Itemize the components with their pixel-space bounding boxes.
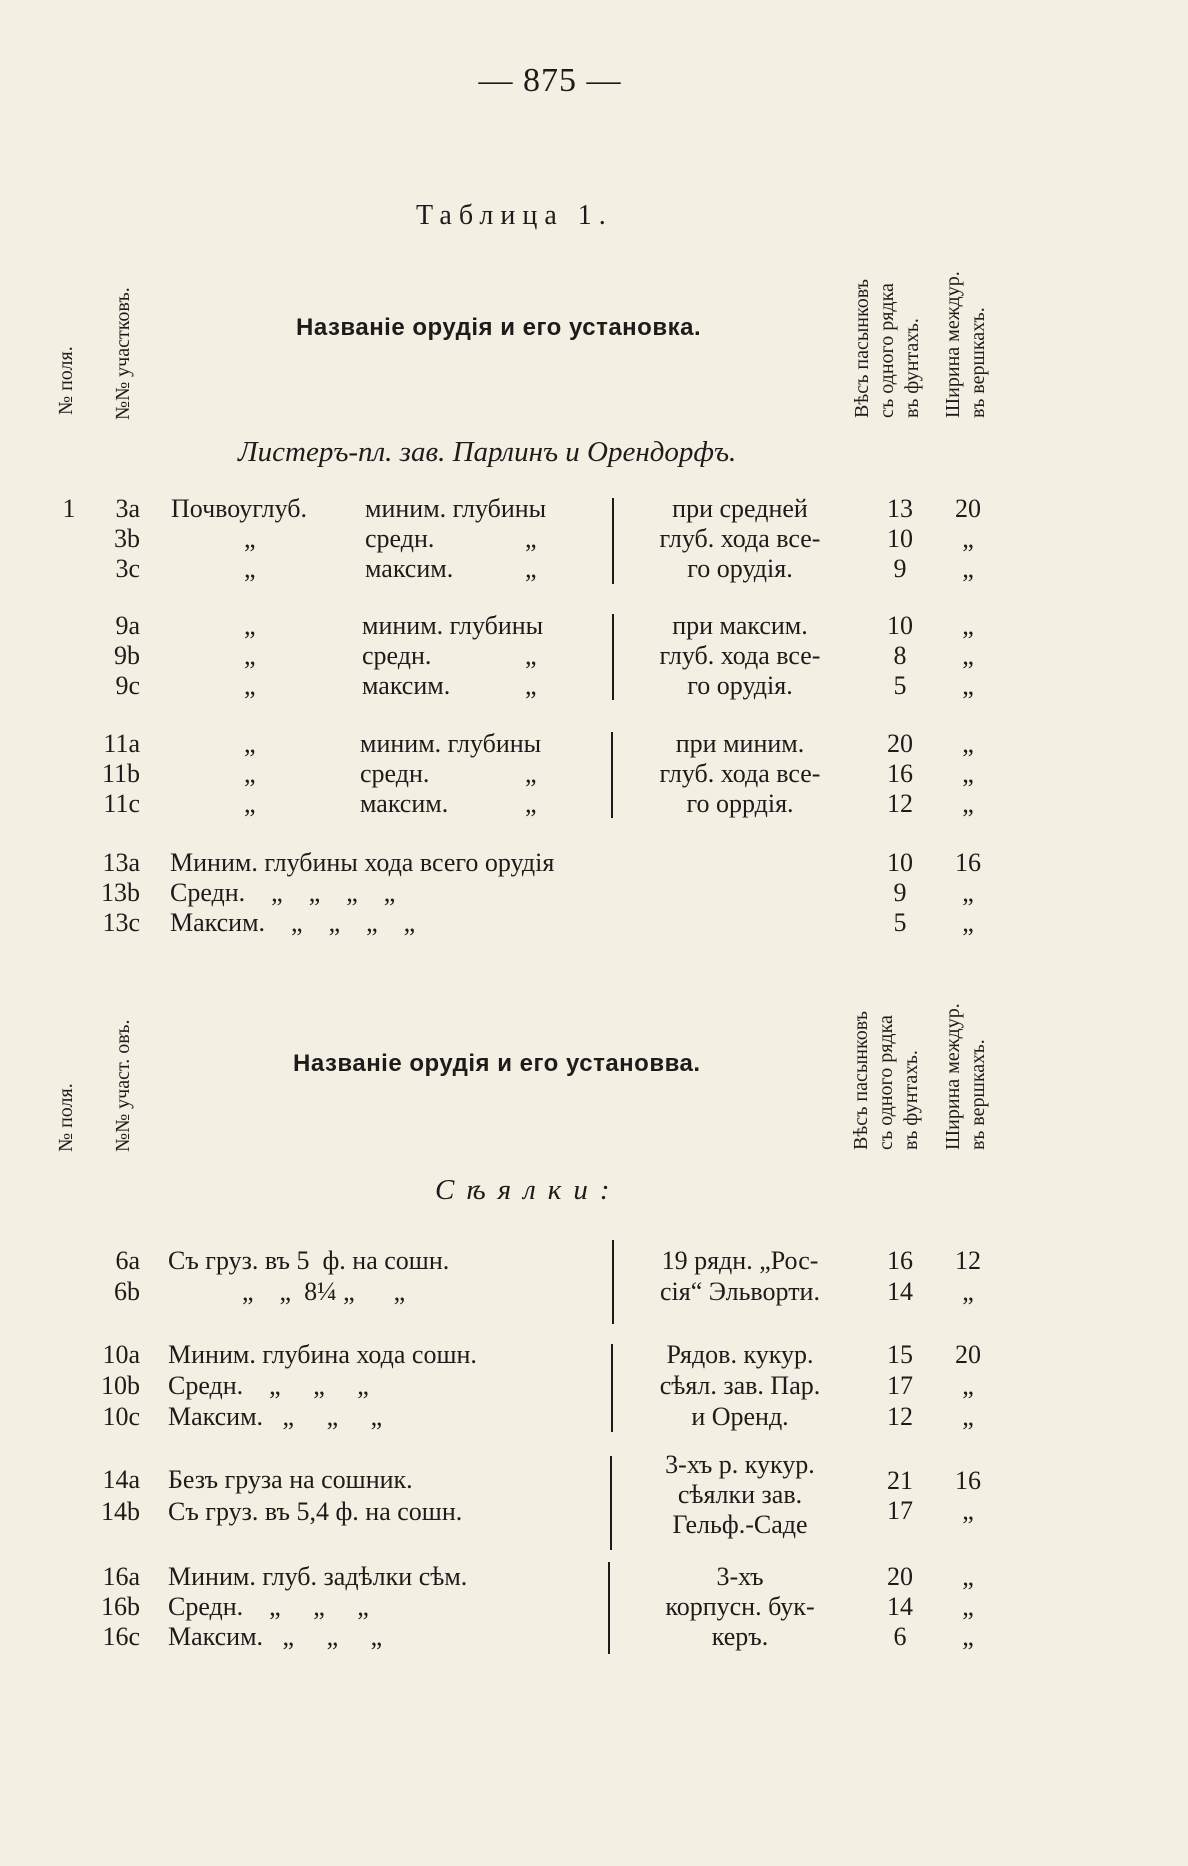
plot-no: 11b — [101, 759, 140, 788]
bracket-line — [611, 1344, 613, 1432]
weight-value: 9 — [893, 878, 907, 907]
tool-name: Средн. „ „ „ — [168, 1592, 369, 1621]
ditto-mark: „ — [244, 611, 256, 640]
header-weight-1: Вѣсъ пасынковъ — [851, 278, 873, 418]
header-weight-2: съ одного рядка — [875, 1015, 897, 1150]
plot-no: 9c — [115, 671, 140, 700]
weight-value: 6 — [893, 1622, 907, 1651]
plot-no: 3c — [115, 554, 140, 583]
page-number: — 875 — — [478, 62, 622, 99]
spacing-value: „ — [962, 1371, 974, 1400]
header-tool-name: Названіе орудія и его установка. — [296, 314, 702, 341]
weight-value: 8 — [893, 641, 907, 670]
tool-name: Миним. глубины хода всего орудія — [170, 848, 555, 877]
tool-name: Максим. „ „ „ — [168, 1622, 383, 1651]
plot-no: 10b — [101, 1371, 140, 1400]
seeder-note: сія“ Эльворти. — [660, 1277, 820, 1306]
tool-name: Средн. „ „ „ — [168, 1371, 369, 1400]
tool-name: Съ груз. въ 5 ф. на сошн. — [168, 1246, 450, 1275]
plot-no: 13b — [101, 878, 140, 907]
header-weight-3: въ фунтахъ. — [900, 1050, 922, 1150]
seeder-note: 3-хъ р. кукур. — [665, 1450, 815, 1479]
weight-value: 12 — [887, 1402, 913, 1431]
header-weight-3: въ фунтахъ. — [901, 318, 923, 418]
seeder-note: Рядов. кукур. — [666, 1340, 814, 1369]
spacing-value: „ — [962, 759, 974, 788]
ditto-mark: „ — [525, 759, 537, 788]
spacing-value: „ — [962, 1277, 974, 1306]
seeder-note: корпусн. бук- — [665, 1592, 815, 1621]
seeder-note: 3-хъ — [716, 1562, 764, 1591]
header-tool-name: Названіе орудія и его установва. — [293, 1050, 701, 1077]
ditto-mark: „ — [525, 641, 537, 670]
tool-name: Средн. „ „ „ „ — [170, 878, 396, 907]
tool-setting: максим. — [360, 789, 449, 818]
spacing-value: „ — [962, 1496, 974, 1525]
spacing-value: 20 — [955, 494, 981, 523]
plot-no: 9a — [115, 611, 140, 640]
weight-value: 16 — [887, 759, 913, 788]
tool-setting: средн. — [360, 759, 430, 788]
tool-setting: миним. глубины — [360, 729, 542, 758]
depth-note: глуб. хода все- — [659, 524, 821, 553]
bracket-line — [612, 498, 614, 584]
spacing-value: 16 — [955, 848, 981, 877]
spacing-value: 20 — [955, 1340, 981, 1369]
header-weight-2: съ одного рядка — [876, 283, 898, 418]
plot-no: 16a — [102, 1562, 140, 1591]
weight-value: 12 — [887, 789, 913, 818]
spacing-value: „ — [962, 729, 974, 758]
ditto-mark: „ — [525, 789, 537, 818]
tool-name: Миним. глуб. задѣлки сѣм. — [168, 1562, 468, 1591]
depth-note: го орудія. — [687, 671, 793, 700]
weight-value: 17 — [887, 1496, 913, 1525]
spacing-value: 16 — [955, 1466, 981, 1495]
depth-note: при миним. — [675, 729, 805, 758]
weight-value: 20 — [887, 1562, 913, 1591]
header-spacing-1: Ширина междур. — [942, 1003, 964, 1150]
weight-value: 20 — [887, 729, 913, 758]
seeder-note: сѣял. зав. Пар. — [659, 1371, 821, 1400]
header-spacing-2: въ вершкахъ. — [967, 307, 989, 418]
tool-setting: миним. глубины — [362, 611, 544, 640]
depth-note: го орудія. — [687, 554, 793, 583]
seeder-note: и Оренд. — [691, 1402, 789, 1431]
spacing-value: „ — [962, 1562, 974, 1591]
plot-no: 9b — [114, 641, 140, 670]
ditto-mark: „ — [244, 641, 256, 670]
tool-name: Безъ груза на сошник. — [168, 1465, 413, 1494]
depth-note: глуб. хода все- — [659, 641, 821, 670]
depth-note: глуб. хода все- — [659, 759, 821, 788]
ditto-mark: „ — [525, 671, 537, 700]
plot-no: 6a — [115, 1246, 140, 1275]
plot-no: 10c — [102, 1402, 140, 1431]
bracket-line — [611, 732, 613, 818]
seeder-note: сѣялки зав. — [677, 1480, 803, 1509]
depth-note: при максим. — [672, 611, 808, 640]
header-plot-no: №№ участ. овъ. — [112, 1019, 134, 1152]
ditto-mark: „ — [244, 524, 256, 553]
tool-setting: максим. — [365, 554, 454, 583]
weight-value: 14 — [887, 1592, 913, 1621]
tool-setting: средн. — [365, 524, 435, 553]
header-plot-no: №№ участковъ. — [112, 287, 134, 420]
ditto-mark: „ — [244, 789, 256, 818]
weight-value: 5 — [893, 908, 907, 937]
spacing-value: „ — [962, 1622, 974, 1651]
spacing-value: „ — [962, 641, 974, 670]
plot-no: 3a — [115, 494, 140, 523]
weight-value: 13 — [887, 494, 913, 523]
bracket-line — [610, 1456, 612, 1550]
ditto-mark: „ — [525, 524, 537, 553]
spacing-value: „ — [962, 554, 974, 583]
spacing-value: „ — [962, 789, 974, 818]
seeder-note: Гельф.-Саде — [672, 1510, 808, 1539]
spacing-value: „ — [962, 671, 974, 700]
plot-no: 3b — [114, 524, 140, 553]
plot-no: 13c — [102, 908, 140, 937]
tool-name: Почвоуглуб. — [171, 494, 307, 523]
ditto-mark: „ — [244, 554, 256, 583]
tool-setting: миним. глубины — [365, 494, 547, 523]
table-title: Таблица 1. — [416, 200, 613, 231]
plot-no: 6b — [114, 1277, 140, 1306]
spacing-value: 12 — [955, 1246, 981, 1275]
plot-no: 11a — [103, 729, 140, 758]
header-field-no: № поля. — [55, 346, 77, 415]
weight-value: 21 — [887, 1466, 913, 1495]
tool-name: Съ груз. въ 5,4 ф. на сошн. — [168, 1497, 463, 1526]
weight-value: 9 — [893, 554, 907, 583]
tool-name: Миним. глубина хода сошн. — [168, 1340, 477, 1369]
bracket-line — [608, 1562, 610, 1654]
ditto-mark: „ — [244, 729, 256, 758]
spacing-value: „ — [962, 908, 974, 937]
section-title-seeders: Сѣялки: — [435, 1174, 622, 1206]
weight-value: 15 — [887, 1340, 913, 1369]
tool-name: „ „ 8¼ „ „ — [242, 1277, 406, 1306]
tool-name: Максим. „ „ „ — [168, 1402, 383, 1431]
tool-name: Максим. „ „ „ „ — [170, 908, 416, 937]
seeder-note: 19 рядн. „Рос- — [661, 1246, 819, 1275]
plot-no: 14a — [102, 1465, 140, 1494]
header-spacing-1: Ширина междур. — [942, 271, 964, 418]
spacing-value: „ — [962, 611, 974, 640]
ditto-mark: „ — [244, 759, 256, 788]
weight-value: 10 — [887, 524, 913, 553]
weight-value: 16 — [887, 1246, 913, 1275]
seeder-note: керъ. — [711, 1622, 769, 1651]
field-no: 1 — [62, 494, 76, 523]
header-field-no: № поля. — [55, 1083, 77, 1152]
tool-setting: максим. — [362, 671, 451, 700]
plot-no: 11c — [103, 789, 140, 818]
depth-note: го оррдія. — [686, 789, 794, 818]
weight-value: 5 — [893, 671, 907, 700]
spacing-value: „ — [962, 1402, 974, 1431]
weight-value: 17 — [887, 1371, 913, 1400]
tool-setting: средн. — [362, 641, 432, 670]
weight-value: 14 — [887, 1277, 913, 1306]
header-weight-1: Вѣсъ пасынковъ — [850, 1010, 872, 1150]
header-spacing-2: въ вершкахъ. — [967, 1039, 989, 1150]
bracket-line — [612, 614, 614, 700]
bracket-line — [612, 1240, 614, 1324]
plot-no: 14b — [101, 1497, 140, 1526]
ditto-mark: „ — [244, 671, 256, 700]
spacing-value: „ — [962, 1592, 974, 1621]
weight-value: 10 — [887, 848, 913, 877]
plot-no: 16b — [101, 1592, 140, 1621]
spacing-value: „ — [962, 524, 974, 553]
plot-no: 16c — [102, 1622, 140, 1651]
depth-note: при средней — [672, 494, 808, 523]
weight-value: 10 — [887, 611, 913, 640]
ditto-mark: „ — [525, 554, 537, 583]
spacing-value: „ — [962, 878, 974, 907]
plot-no: 13a — [102, 848, 140, 877]
plot-no: 10a — [102, 1340, 140, 1369]
section-title-lister: Листеръ-пл. зав. Парлинъ и Орендорфъ. — [238, 436, 737, 468]
